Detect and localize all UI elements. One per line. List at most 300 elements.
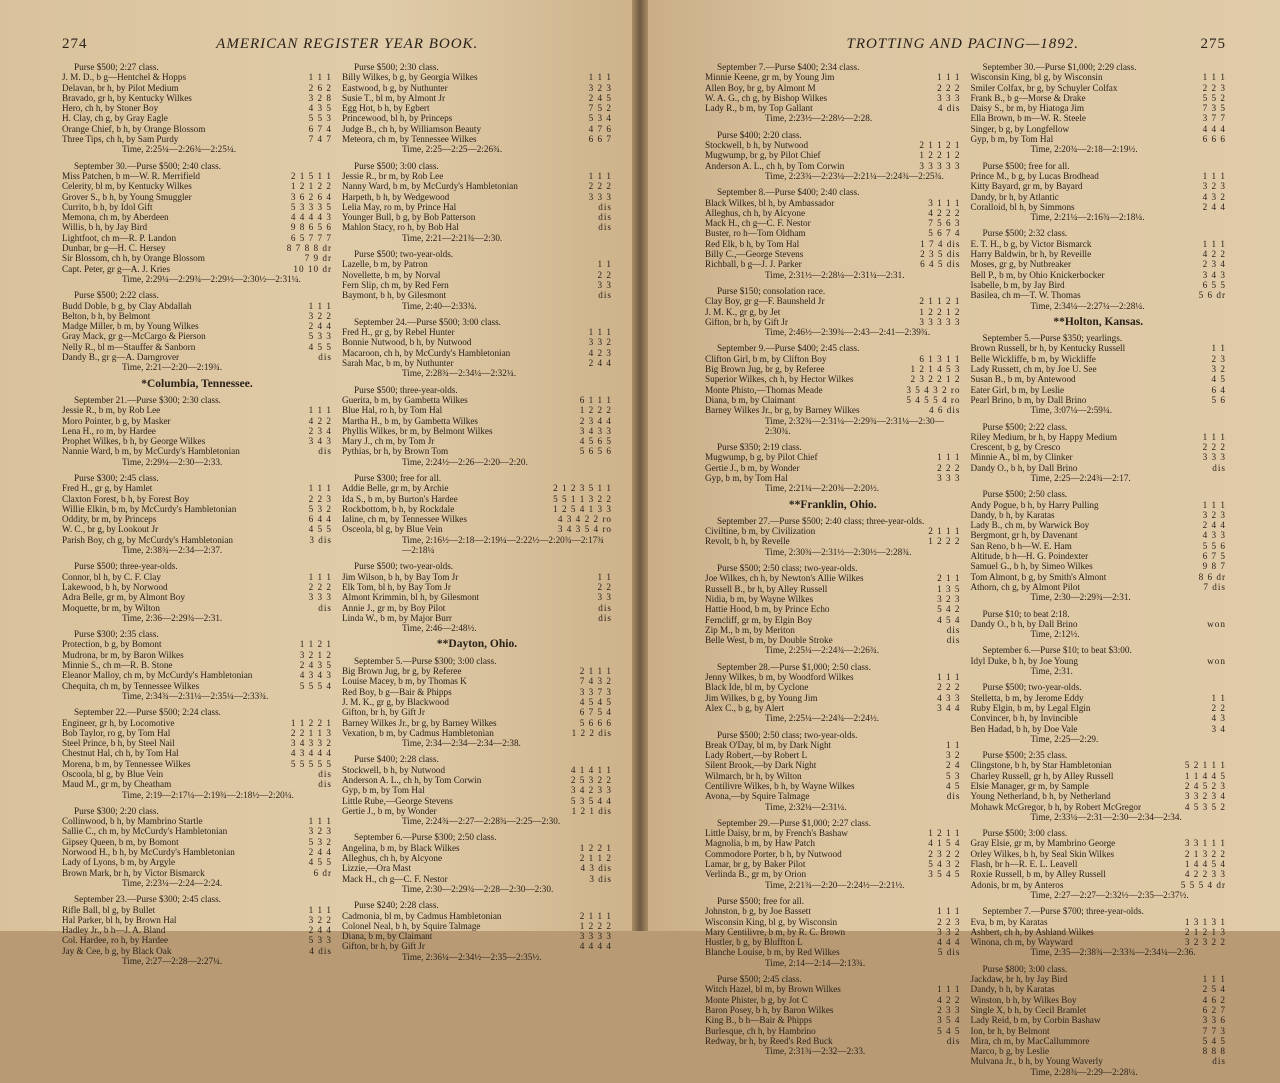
horse-name: Gertie J., b m, by Wonder	[705, 462, 800, 473]
race-entry	[705, 103, 961, 113]
race-entry	[705, 828, 961, 838]
horse-name: Parish Boy, ch g, by McCurdy's Hambletonian	[62, 534, 234, 545]
race-entry	[62, 93, 332, 103]
book-gutter	[632, 0, 648, 931]
race-entry	[62, 103, 332, 113]
horse-name: Fern Slip, ch m, by Red Fern	[342, 279, 449, 290]
heat-placings: 3 3 3	[1202, 452, 1226, 463]
heat-placings: 4 2 2 2	[928, 207, 961, 218]
race-section	[342, 832, 612, 894]
race-entry	[62, 311, 332, 321]
heat-placings: 4 4 4	[937, 937, 961, 948]
heat-placings: 1 1	[1211, 692, 1226, 703]
horse-name: Jessie R., b m, by Rob Lee	[62, 405, 161, 416]
race-entry	[62, 504, 332, 514]
horse-name: Riley Medium, br h, by Happy Medium	[970, 431, 1117, 442]
race-entry	[705, 364, 961, 374]
race-entry	[971, 354, 1227, 364]
race-time: Time, 2:16½—2:18—2:19¼—2:22½—2:20¾—2:17¾—2:18¼	[402, 534, 605, 556]
race-section	[62, 629, 332, 701]
horse-name: Athorn, ch g, by Almont Pilot	[970, 581, 1080, 592]
race-entry	[342, 280, 612, 290]
horse-name: Lazelle, b m, by Patron	[342, 259, 428, 270]
heat-placings: 1 1 1	[308, 300, 332, 311]
heat-placings: 1 1 1	[308, 72, 332, 83]
horse-name: Zip M., b m, by Meriton	[705, 624, 795, 635]
race-time: Time, 2:23¼—2:24—2:24.	[122, 877, 223, 888]
heat-placings: 1 1 2 1	[299, 639, 332, 650]
heat-placings: 2 2 2	[937, 682, 961, 693]
race-entry	[971, 83, 1227, 93]
race-entry	[971, 572, 1227, 582]
race-entry	[971, 859, 1227, 869]
heat-placings: 7 4 7	[308, 134, 332, 145]
place-heading: **Dayton, Ohio.	[436, 638, 518, 651]
horse-name: Black Wilkes, bl h, by Ambassador	[705, 197, 835, 208]
heat-placings: 3 2 3 2 2	[1184, 937, 1226, 948]
race-entry	[62, 483, 332, 493]
heat-placings: dis	[318, 446, 332, 457]
race-heading: September 27.—Purse $500; 2:40 class; three-year-olds.	[717, 515, 925, 526]
horse-name: Oscoola, bl g, by Blue Vein	[62, 769, 164, 779]
left-running-title: AMERICAN REGISTER YEAR BOOK.	[216, 36, 479, 52]
heat-placings: dis	[318, 769, 332, 779]
race-entry	[705, 859, 961, 869]
heat-placings: 2 1 2 3 5 1 1	[553, 483, 612, 494]
heat-placings: 6 7 5 4	[579, 707, 612, 718]
race-entry	[342, 775, 612, 785]
horse-name: Nanny Ward, b m, by McCurdy's Hambletonian	[342, 181, 518, 192]
horse-name: Orley Wilkes, b h, by Seal Skin Wilkes	[970, 848, 1115, 859]
heat-placings: 4 5 5	[308, 857, 332, 868]
horse-name: Minnie Keene, gr m, by Young Jim	[705, 72, 835, 83]
horse-name: Fred H., gr g, by Rebel Hunter	[342, 327, 455, 338]
horse-name: Mira, ch m, by MacCallummore	[970, 1035, 1090, 1046]
heat-placings: 1 1 1	[937, 672, 961, 683]
horse-name: Magnolia, b m, by Haw Patch	[705, 838, 815, 849]
race-entry	[705, 1005, 961, 1015]
horse-name: Princewood, bl h, by Princeps	[342, 113, 453, 124]
horse-name: Roxie Russell, b m, by Alley Russell	[970, 869, 1106, 880]
race-entry	[971, 134, 1227, 144]
heat-placings: dis	[598, 612, 612, 623]
race-entry	[971, 239, 1227, 249]
race-heading: September 23.—Purse $300; 2:45 class.	[74, 894, 221, 905]
race-entry	[342, 863, 612, 873]
heat-placings: 2 2 3	[937, 916, 961, 927]
race-entry	[705, 473, 961, 483]
race-time: Time, 2:30—2:29¾—2:28—2:30—2:30.	[402, 883, 554, 894]
left-column-2	[342, 62, 612, 972]
heat-placings: 4 7 6	[588, 123, 612, 134]
heat-placings: 5 5 6	[1202, 540, 1226, 551]
race-section	[62, 806, 332, 888]
horse-name: Jim Wilkes, b g, by Young Jim	[705, 692, 818, 703]
race-heading: September 7.—Purse $700; three-year-olds.	[982, 906, 1144, 917]
race-entry	[705, 937, 961, 947]
heat-placings: 1 3 5	[937, 583, 961, 594]
race-time: Time, 2:30—2:29¾—2:31.	[1030, 592, 1131, 603]
heat-placings: 1 1	[946, 739, 961, 750]
race-heading: Purse $500; 2:22 class.	[982, 421, 1068, 432]
race-entry	[342, 676, 612, 686]
race-entry	[62, 352, 332, 362]
horse-name: Brown Russell, br h, by Kentucky Russell	[970, 343, 1126, 354]
horse-name: Phyllis Wilkes, br m, by Belmont Wilkes	[342, 425, 493, 436]
heat-placings: 1 1 1	[937, 906, 961, 917]
race-entry	[342, 181, 612, 191]
horse-name: Tom Almont, b g, by Smith's Almont	[970, 571, 1107, 582]
horse-name: Mack H., ch g—C. F. Nestor	[705, 218, 811, 229]
horse-name: Wisconsin King, bl g, by Wisconsin	[970, 72, 1103, 83]
race-entry	[971, 270, 1227, 280]
race-entry	[62, 514, 332, 524]
heat-placings: 4 2 2	[1202, 249, 1226, 260]
race-heading: September 29.—Purse $1,000; 2:27 class.	[717, 817, 871, 828]
horse-name: Lady Russett, ch m, by Joe U. See	[970, 364, 1097, 375]
heat-placings: 3 4 3 5 4 ro	[557, 524, 612, 535]
heat-placings: 1 1 1	[937, 72, 961, 83]
horse-name: Dandy, b h, by Karatas	[970, 509, 1055, 520]
race-entry	[62, 837, 332, 847]
race-time: Time, 2:25—2:24¾—2:17.	[1030, 472, 1131, 483]
race-heading: Purse $500; 2:27 class.	[74, 62, 159, 72]
horse-name: Bell P., b m, by Ohio Knickerbocker	[970, 269, 1105, 280]
race-entry	[971, 1046, 1227, 1056]
heat-placings: 2 4 4	[1202, 201, 1226, 212]
race-time: Time, 2:23¾—2:23¼—2:21¼—2:24¾—2:25¾.	[765, 170, 944, 181]
heat-placings: 2 1 1 1	[579, 666, 612, 677]
horse-name: Lena H., ro m, by Hardee	[62, 425, 156, 436]
race-time: Time, 2:19—2:17¼—2:19¾—2:18½—2:20¼.	[122, 789, 294, 800]
race-section	[971, 750, 1227, 822]
heat-placings: 2 2 3	[1202, 82, 1226, 93]
race-entry	[62, 582, 332, 592]
heat-placings: 3 2 2	[308, 310, 332, 321]
race-entry	[971, 171, 1227, 181]
race-entry	[62, 222, 332, 232]
race-entry	[342, 785, 612, 795]
heat-placings: 2 4 4	[588, 358, 612, 369]
race-entry	[705, 906, 961, 916]
horse-name: Idyl Duke, b h, by Joe Young	[970, 655, 1078, 666]
race-entry	[62, 946, 332, 956]
race-heading: Purse $500; 2:22 class.	[74, 290, 159, 301]
heat-placings: 1 2 1 dis	[571, 805, 612, 816]
heat-placings: 7 5 6 3	[928, 218, 961, 229]
heat-placings: 9 8 7	[1202, 561, 1226, 572]
heat-placings: 3 3 2	[937, 926, 961, 937]
horse-name: Lizzie,—Ora Mast	[342, 863, 411, 874]
horse-name: Mugwump, br g, by Pilot Chief	[705, 150, 821, 161]
race-heading: September 6.—Purse $10; to beat $3:00.	[982, 645, 1132, 656]
heat-placings: 2 4	[946, 760, 961, 771]
horse-name: Gyp, b m, by Tom Hal	[705, 472, 788, 483]
horse-name: Basilea, ch m—T. W. Thomas	[970, 290, 1081, 301]
race-entry	[342, 103, 612, 113]
race-entry	[705, 615, 961, 625]
heat-placings: 4 1 5 4	[928, 838, 961, 849]
race-entry	[705, 703, 961, 713]
race-entry	[62, 915, 332, 925]
race-entry	[62, 426, 332, 436]
heat-placings: 7 9 dr	[304, 253, 332, 264]
race-entry	[971, 619, 1227, 629]
horse-name: Isabelle, b m, by Jay Bird	[970, 279, 1065, 290]
race-heading: Purse $10; to beat 2:18.	[982, 608, 1070, 619]
heat-placings: 4 5	[946, 781, 961, 791]
race-section	[971, 62, 1227, 155]
race-entry	[342, 911, 612, 921]
horse-name: Oddity, br m, by Princeps	[62, 514, 157, 525]
horse-name: Hustler, b g, by Bluffton L	[705, 937, 803, 948]
race-heading: Purse $150; consolation race.	[717, 285, 826, 296]
horse-name: Colonel Neal, b h, by Squire Talmage	[342, 920, 481, 931]
race-entry	[705, 604, 961, 614]
race-entry	[342, 796, 612, 806]
race-entry	[62, 905, 332, 915]
race-entry	[342, 494, 612, 504]
heat-placings: 3 3 1 1 1	[1184, 838, 1226, 849]
race-heading: Purse $500; 2:35 class.	[982, 750, 1068, 761]
race-entry	[342, 843, 612, 853]
race-entry	[705, 150, 961, 160]
race-entry	[971, 1026, 1227, 1036]
heat-placings: 3 2 3	[588, 82, 612, 93]
horse-name: Bergmont, gr h, by Davenant	[970, 530, 1078, 541]
horse-name: Stelletta, b m, by Jerome Eddy	[970, 692, 1084, 703]
race-time: Time, 2:36—2:29¾—2:31.	[122, 612, 223, 623]
horse-name: Lady Robert,—by Robert L	[705, 750, 808, 761]
horse-name: Jackdaw, br h, by Jay Bird	[970, 974, 1068, 985]
race-entry	[971, 93, 1227, 103]
race-time: Time, 2:28¾—2:29—2:28¼.	[1030, 1066, 1138, 1077]
heat-placings: 3 2 2	[308, 914, 332, 925]
horse-name: Young Netherland, b h, by Netherland	[970, 791, 1111, 802]
race-entry	[342, 728, 612, 738]
heat-placings: 3 3	[597, 279, 612, 290]
race-entry	[62, 935, 332, 945]
horse-name: Buster, ro h—Tom Oldham	[705, 228, 806, 239]
race-section	[62, 894, 332, 966]
heat-placings: 5 5 5 4	[299, 680, 332, 691]
race-entry	[62, 171, 332, 181]
race-entry	[705, 693, 961, 703]
race-entry	[342, 853, 612, 863]
horse-name: Winston, b h, by Wilkes Boy	[970, 994, 1077, 1005]
race-time: Time, 2:25¼—2:24¾—2:24½.	[765, 713, 880, 724]
race-entry	[705, 1036, 961, 1046]
race-time: Time, 2:34¼—2:27¼—2:28¼.	[1030, 300, 1145, 311]
heat-placings: 6 6 6	[1202, 134, 1226, 145]
race-entry	[342, 83, 612, 93]
race-entry	[971, 249, 1227, 259]
race-entry	[62, 816, 332, 826]
horse-name: Dandy, b h, by Karatas	[970, 984, 1055, 995]
horse-name: Memona, ch m, by Aberdeen	[62, 212, 169, 223]
horse-name: Avona,—by Squire Talmage	[705, 791, 810, 802]
race-entry	[62, 718, 332, 728]
horse-name: Daisy S., br m, by Hiatoga Jim	[970, 103, 1085, 114]
race-section	[705, 286, 961, 337]
horse-name: Vexation, b m, by Cadmus Hambletonian	[342, 727, 494, 738]
heat-placings: 2 3 5 dis	[920, 249, 961, 260]
race-entry	[62, 264, 332, 274]
heat-placings: 3 3 2	[588, 337, 612, 348]
horse-name: Belton, b h, by Belmont	[62, 310, 151, 321]
race-entry	[705, 760, 961, 770]
horse-name: W. A. G., ch g, by Bishop Wilkes	[705, 92, 828, 103]
race-entry	[971, 442, 1227, 452]
heat-placings: dis	[598, 201, 612, 212]
race-time: Time, 2:32¾—2:31¼—2:29¾—2:31¼—2:30—2:30¾.	[765, 415, 944, 436]
race-entry	[342, 931, 612, 941]
heat-placings: 5 3 3	[308, 331, 332, 342]
horse-name: Burlesque, ch h, by Hambrino	[705, 1025, 816, 1036]
horse-name: Eastwood, b g, by Nuthunter	[342, 82, 448, 93]
heat-placings: 1 1 1	[588, 72, 612, 83]
horse-name: Harry Baldwin, br h, by Reveille	[970, 249, 1092, 260]
race-time: Time, 2:31½—2:28¼—2:31¼—2:31.	[765, 269, 905, 280]
heat-placings: 5 6 dr	[1198, 290, 1226, 301]
horse-name: Superior Wilkes, ch h, by Hector Wilkes	[705, 374, 854, 385]
left-columns	[62, 62, 627, 972]
race-entry	[705, 452, 961, 462]
race-time: Time, 2:30¾—2:31½—2:30½—2:28¾.	[765, 546, 912, 557]
race-heading: September 21.—Purse $300; 2:30 class.	[74, 394, 221, 405]
horse-name: Nidia, b m, by Wayne Wilkes	[705, 593, 814, 604]
heat-placings: 3 4 4	[937, 702, 961, 713]
horse-name: Cadmonia, bl m, by Cadmus Hambletonian	[342, 910, 502, 921]
horse-name: Blanche Louise, b m, by Red Wilkes	[705, 947, 840, 958]
race-entry	[705, 526, 961, 536]
horse-name: Black Ide, bl m, by Cyclone	[705, 682, 809, 693]
heat-placings: 2 1 5 1 1	[290, 170, 332, 181]
race-heading: Purse $500; two-year-olds.	[982, 682, 1082, 693]
horse-name: Ben Hadad, b h, by Doe Vale	[970, 723, 1078, 734]
heat-placings: 1 1 1	[1202, 170, 1226, 181]
race-entry	[62, 416, 332, 426]
heat-placings: 4 2 3	[588, 347, 612, 358]
heat-placings: 2 2 3	[308, 493, 332, 504]
race-entry	[971, 927, 1227, 937]
heat-placings: 1 1 1	[308, 483, 332, 494]
right-column-2	[971, 62, 1227, 1083]
horse-name: Bonnie Nutwood, b h, by Nutwood	[342, 337, 472, 348]
race-entry	[62, 243, 332, 253]
race-entry	[971, 124, 1227, 134]
horse-name: Dandy B., gr g—A. Darngrover	[62, 352, 180, 363]
race-entry	[971, 849, 1227, 859]
horse-name: Wisconsin King, bl g, by Wisconsin	[705, 916, 838, 927]
horse-name: Anderson A. L., ch h, by Tom Corwin	[342, 775, 482, 785]
right-columns	[705, 62, 1226, 1083]
race-entry	[971, 760, 1227, 770]
heat-placings: 2 2 1 1 3	[290, 727, 332, 738]
race-heading: September 9.—Purse $400; 2:45 class.	[717, 343, 860, 354]
race-section	[705, 130, 961, 181]
heat-placings: 5 5 1 1 3 2 2	[553, 493, 612, 504]
heat-placings: 2 2	[597, 581, 612, 592]
race-entry	[62, 301, 332, 311]
heat-placings: 3 3 3	[937, 472, 961, 483]
race-entry	[705, 161, 961, 171]
race-entry	[705, 239, 961, 249]
race-heading: Purse $240; 2:28 class.	[354, 900, 439, 911]
horse-name: Alleghus, ch h, by Alcyone	[705, 207, 806, 218]
heat-placings: dis	[946, 635, 961, 646]
race-heading: September 6.—Purse $300; 2:50 class.	[354, 832, 497, 843]
heat-placings: dis	[946, 624, 961, 635]
heat-placings: 4 3 4 4 4	[290, 748, 332, 759]
horse-name: Bravado, gr h, by Kentucky Wilkes	[62, 92, 192, 103]
heat-placings: 1 1 1	[308, 405, 332, 416]
heat-placings: 1 1 2 2 1	[290, 717, 332, 728]
race-entry	[705, 1015, 961, 1025]
horse-name: Hero, ch h, by Stoner Boy	[62, 103, 159, 114]
horse-name: Engineer, gr h, by Locomotive	[62, 717, 175, 728]
race-section	[705, 442, 961, 493]
race-entry	[62, 331, 332, 341]
race-entry	[62, 446, 332, 456]
race-entry	[62, 670, 332, 680]
race-entry	[62, 524, 332, 534]
horse-name: Maud M., gr m, by Cheatham	[62, 779, 172, 790]
horse-name: Jay & Cee, b g, by Black Oak	[62, 945, 172, 956]
horse-name: Rockbottom, b h, by Rockdale	[342, 503, 455, 514]
horse-name: Ialine, ch m, by Tennessee Wilkes	[342, 514, 467, 525]
heat-placings: 5 2 1 1 1	[1184, 760, 1226, 771]
heat-placings: 3 3 3 3	[579, 931, 612, 942]
horse-name: Gifton, br h, by Gift Jr	[342, 707, 425, 718]
heat-placings: 8 8 8	[1202, 1046, 1226, 1057]
heat-placings: 3 2 3	[1202, 509, 1226, 520]
heat-placings: 7 3 5	[1202, 103, 1226, 114]
heat-placings: 6 5 5	[1202, 279, 1226, 290]
horse-name: Billy C.,—George Stevens	[705, 249, 804, 260]
race-heading: Purse $800; 3:00 class.	[982, 963, 1068, 974]
race-entry	[705, 228, 961, 238]
heat-placings: won	[1207, 655, 1226, 666]
race-entry	[62, 212, 332, 222]
race-entry	[705, 536, 961, 546]
race-entry	[62, 405, 332, 415]
race-entry	[342, 613, 612, 623]
race-entry	[342, 337, 612, 347]
heat-placings: 4 1 4 1 1	[570, 764, 612, 775]
heat-placings: 4 2 2 3 3	[1184, 869, 1226, 880]
horse-name: Harpeth, b h, by Wedgewood	[342, 191, 450, 202]
race-heading: September 5.—Purse $300; 3:00 class.	[354, 655, 497, 666]
horse-name: Nannie Ward, b m, by McCurdy's Hambletonian	[62, 446, 240, 457]
horse-name: Little Rube,—George Stevens	[342, 795, 453, 806]
race-entry	[62, 592, 332, 602]
horse-name: Verlinda B., gr m, by Orion	[705, 869, 807, 880]
heat-placings: 2 4 3 5	[299, 660, 332, 671]
place-heading: **Franklin, Ohio.	[788, 498, 877, 511]
right-page-number: 275	[1200, 36, 1226, 52]
heat-placings: 2 1 2 1 3	[1184, 926, 1226, 937]
heat-placings: 2 3 4 4	[579, 415, 612, 426]
race-time: Time, 2:29¼—2:30—2:33.	[122, 456, 223, 467]
race-entry	[971, 452, 1227, 462]
horse-name: Moro Pointer, b g, by Masker	[62, 415, 171, 426]
horse-name: San Reno, b h—W. E. Ham	[970, 540, 1072, 551]
race-entry	[342, 348, 612, 358]
race-entry	[705, 750, 961, 760]
horse-name: Gifton, br h, by Gift Jr	[342, 941, 425, 952]
race-entry	[705, 385, 961, 395]
